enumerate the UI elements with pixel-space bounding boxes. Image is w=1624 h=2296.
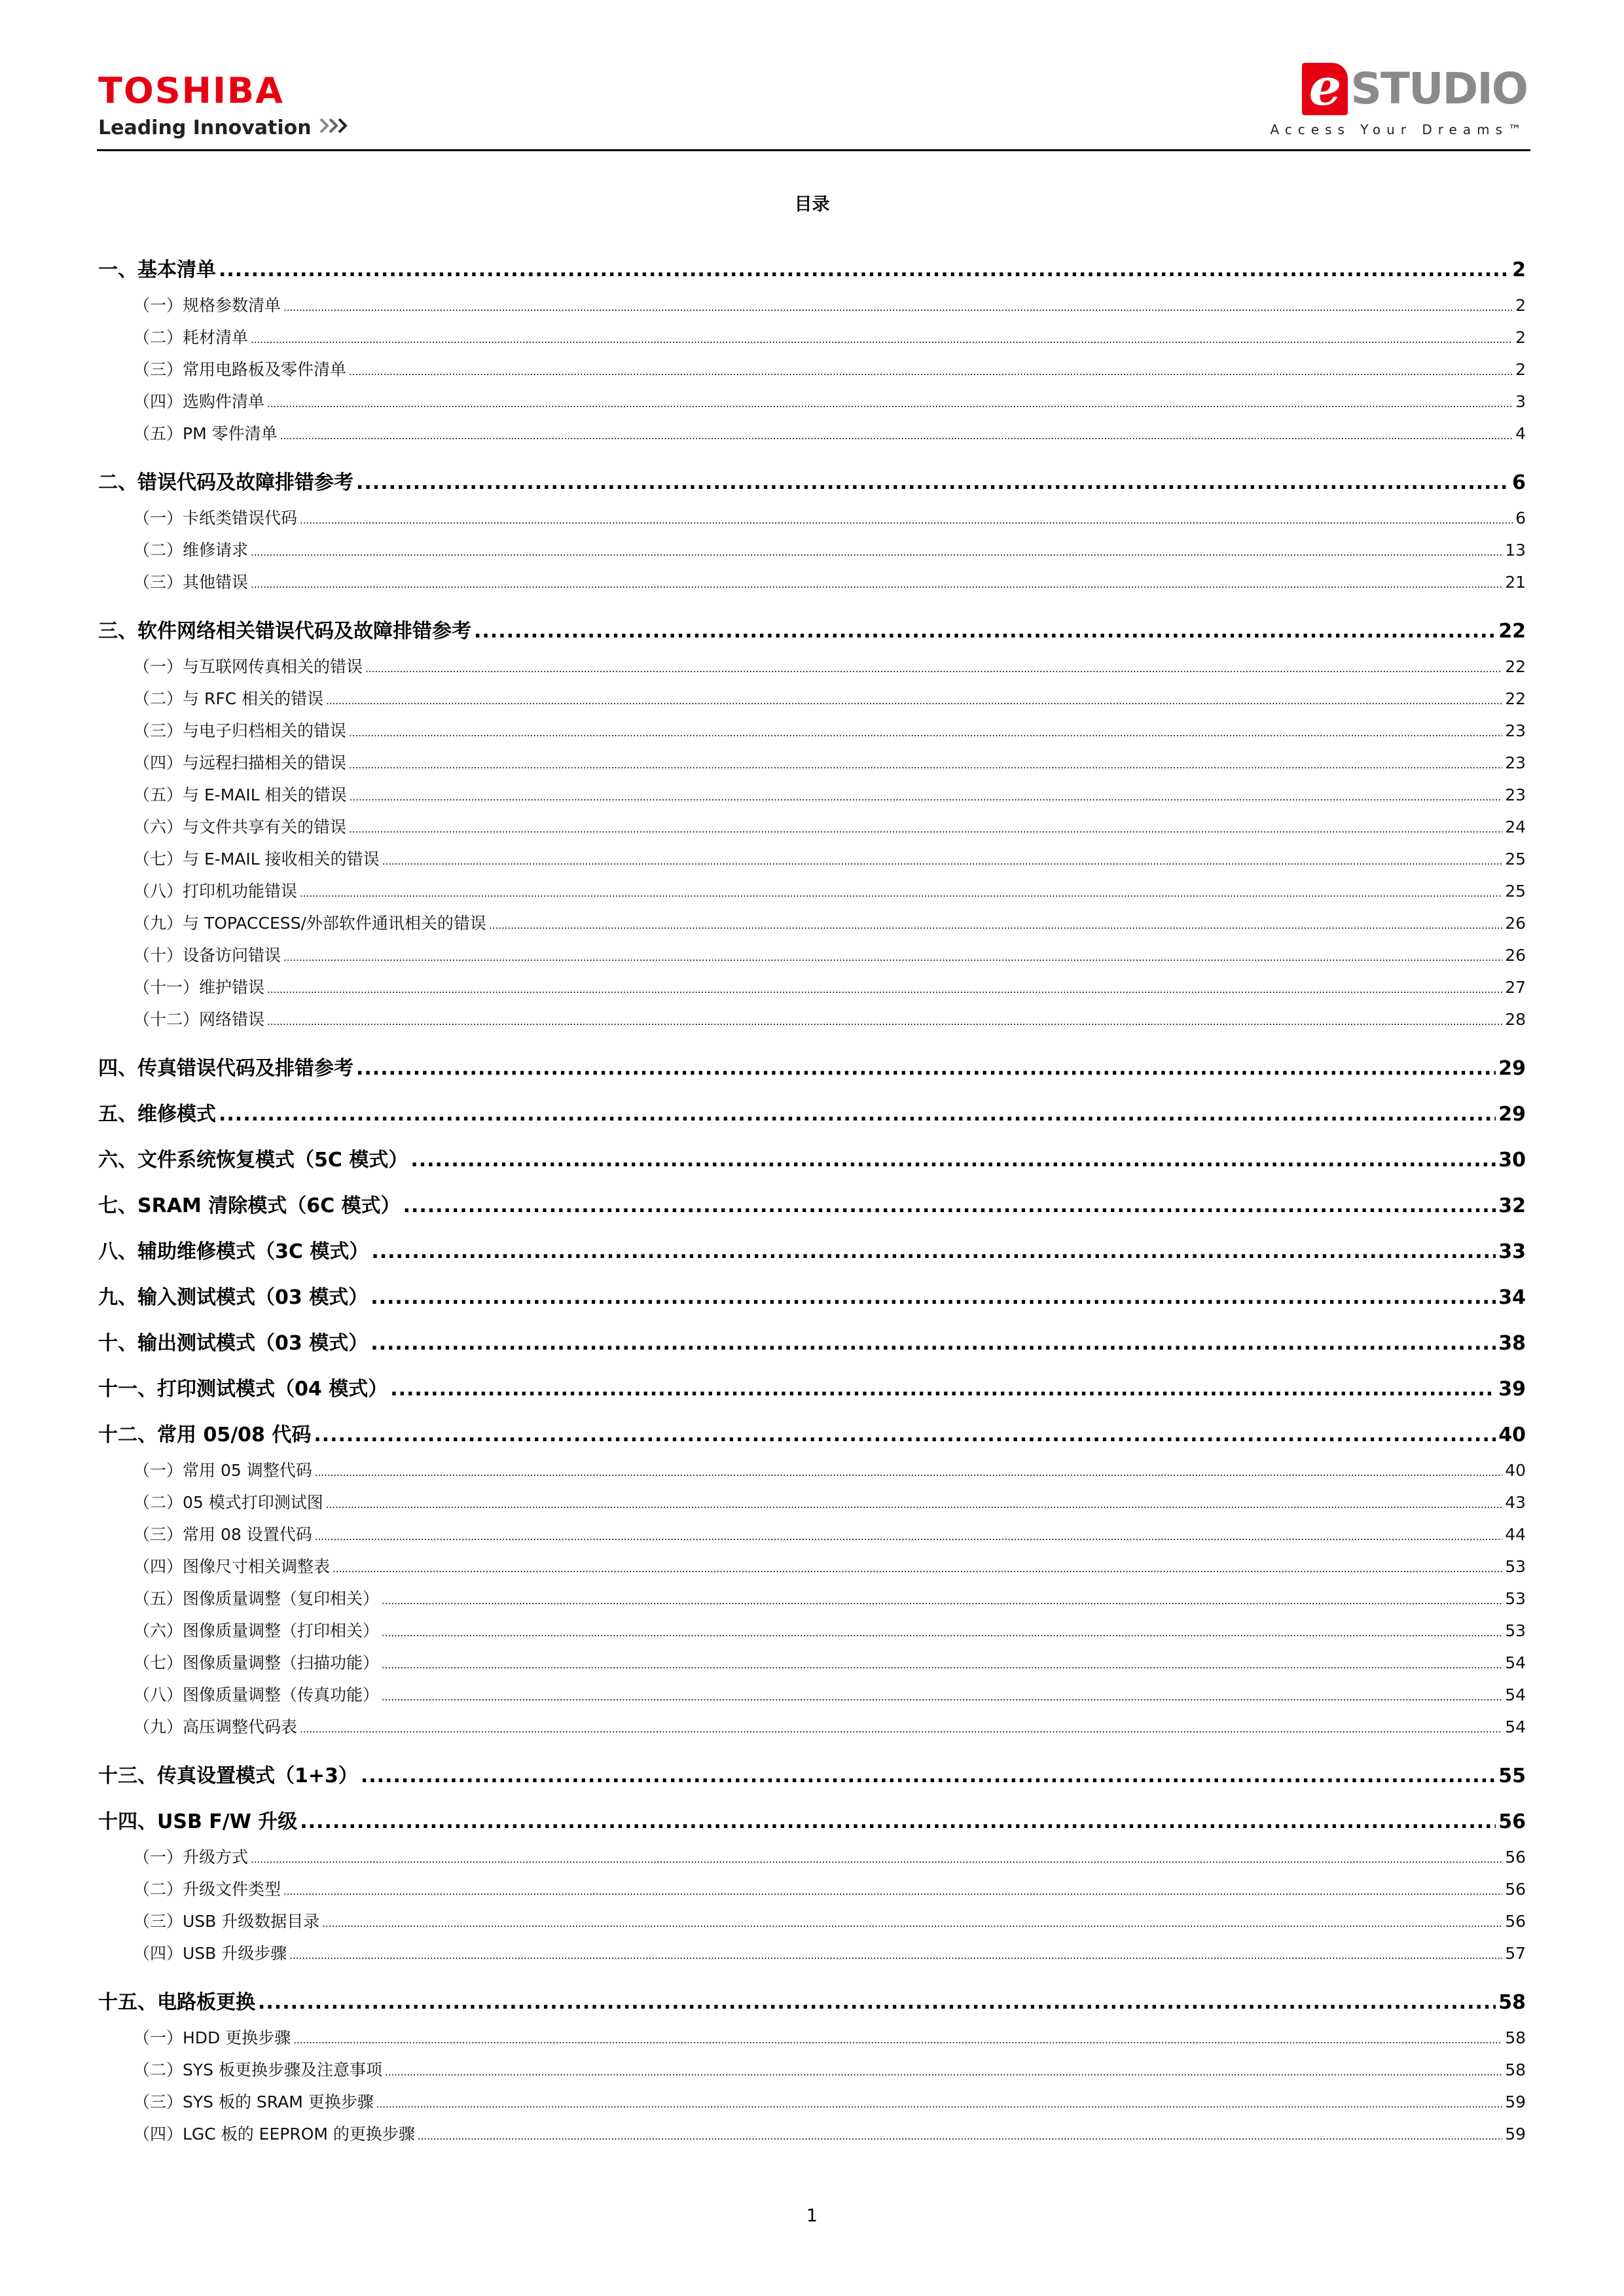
toc-section-entry[interactable] (98, 503, 1526, 535)
toc-entry-page: 39 (1498, 1378, 1526, 1401)
triple-chevron-icon (318, 117, 353, 139)
toc-dot-leader (251, 567, 1502, 600)
toc-chapter-entry[interactable] (98, 1422, 1526, 1449)
toc-section-entry[interactable] (98, 1712, 1526, 1744)
toc-entry-page: 26 (1505, 914, 1526, 933)
toc-chapter-entry[interactable] (98, 1284, 1526, 1312)
toc-section-entry[interactable] (98, 812, 1526, 844)
toc-entry-page: 29 (1498, 1103, 1526, 1126)
toc-section-entry[interactable] (98, 1488, 1526, 1520)
toc-entry-page: 38 (1498, 1332, 1526, 1355)
toc-entry-page: 53 (1505, 1589, 1526, 1608)
toc-section-entry[interactable] (98, 387, 1526, 419)
toc-section-entry[interactable] (98, 1680, 1526, 1712)
toc-section-entry[interactable] (98, 1939, 1526, 1971)
toc-section-entry[interactable] (98, 2023, 1526, 2055)
toc-entry-label: （七）图像质量调整（扫描功能） (134, 1653, 380, 1672)
toc-dot-leader (370, 1330, 1496, 1357)
toc-entry-page: 53 (1505, 1621, 1526, 1640)
toc-section-entry[interactable] (98, 1648, 1526, 1680)
toc-entry-label: （二）维修请求 (134, 541, 249, 560)
toc-dot-leader (251, 323, 1513, 355)
toc-entry-label: （一）升级方式 (134, 1848, 249, 1867)
toc-section-entry[interactable] (98, 844, 1526, 876)
toc-entry-label: （一）常用 05 调整代码 (134, 1461, 312, 1480)
toc-entry-label: （二）耗材清单 (134, 328, 249, 347)
toc-entry-page: 2 (1515, 296, 1526, 315)
toc-section-entry[interactable] (98, 1907, 1526, 1939)
toc-entry-page: 58 (1498, 1991, 1526, 2014)
toc-entry-label: 八、辅助维修模式（3C 模式） (98, 1240, 369, 1263)
toc-dot-leader (349, 716, 1502, 748)
toc-dot-leader (258, 1989, 1496, 2017)
toc-chapter-entry[interactable] (98, 1808, 1526, 1836)
toc-entry-label: （十）设备访问错误 (134, 946, 281, 965)
toc-entry-label: （九）与 TOPACCESS/外部软件通讯相关的错误 (134, 914, 486, 933)
toc-entry-label: （一）卡纸类错误代码 (134, 509, 298, 528)
toc-dot-leader (251, 1842, 1502, 1874)
toc-entry-page: 56 (1505, 1880, 1526, 1899)
toc-chapter-entry[interactable] (98, 1055, 1526, 1083)
toc-entry-label: （四）选购件清单 (134, 392, 265, 411)
toc-dot-leader (315, 1520, 1502, 1552)
toc-entry-label: （一）规格参数清单 (134, 296, 281, 315)
toc-dot-leader (403, 1193, 1496, 1220)
toc-dot-leader (300, 503, 1513, 535)
toc-dot-leader (251, 535, 1502, 567)
toc-chapter-entry[interactable] (98, 1238, 1526, 1266)
toc-entry-page: 56 (1505, 1912, 1526, 1931)
toc-dot-leader (376, 2087, 1502, 2119)
toc-dot-leader (289, 1939, 1502, 1971)
toc-dot-leader (365, 652, 1502, 684)
toc-entry-label: （三）其他错误 (134, 573, 249, 592)
header-rule (97, 149, 1530, 151)
toc-entry-page: 2 (1512, 259, 1526, 281)
toc-entry-label: （三）USB 升级数据目录 (134, 1912, 320, 1931)
toc-section-entry[interactable] (98, 684, 1526, 716)
toc-entry-label: 四、传真错误代码及排错参考 (98, 1057, 353, 1080)
toc-dot-leader (300, 876, 1502, 908)
toc-section-entry[interactable] (98, 780, 1526, 812)
toc-chapter-entry[interactable] (98, 1193, 1526, 1220)
toc-entry-page: 22 (1505, 657, 1526, 676)
toc-dot-leader (283, 291, 1513, 323)
toc-section-entry[interactable] (98, 941, 1526, 973)
toc-entry-label: （四）USB 升级步骤 (134, 1944, 287, 1963)
toc-dot-leader (382, 1616, 1502, 1648)
toc-entry-label: 一、基本清单 (98, 259, 216, 281)
toc-dot-leader (349, 812, 1502, 844)
toc-dot-leader (385, 2055, 1502, 2087)
toc-section-entry[interactable] (98, 748, 1526, 780)
toc-entry-label: （四）与远程扫描相关的错误 (134, 753, 347, 772)
toc-entry-label: 七、SRAM 清除模式（6C 模式） (98, 1194, 401, 1217)
toc-entry-label: 九、输入测试模式（03 模式） (98, 1286, 369, 1309)
toc-entry-label: （九）高压调整代码表 (134, 1717, 298, 1736)
estudio-wordmark: STUDIO (1350, 63, 1527, 114)
toc-dot-leader (267, 387, 1513, 419)
toc-section-entry[interactable] (98, 2055, 1526, 2087)
toc-section-entry[interactable] (98, 652, 1526, 684)
toc-entry-page: 33 (1498, 1240, 1526, 1263)
toc-entry-page: 27 (1505, 978, 1526, 997)
toc-entry-label: 二、错误代码及故障排错参考 (98, 471, 353, 494)
toc-section-entry[interactable] (98, 1005, 1526, 1037)
toc-entry-label: （三）常用 08 设置代码 (134, 1525, 312, 1544)
toc-dot-leader (356, 469, 1509, 497)
toc-chapter-entry[interactable] (98, 618, 1526, 645)
toc-entry-page: 54 (1505, 1653, 1526, 1672)
toc-dot-leader (219, 257, 1509, 284)
toc-entry-label: （三）SYS 板的 SRAM 更换步骤 (134, 2092, 374, 2111)
toc-dot-leader (349, 748, 1502, 780)
toc-section-entry[interactable] (98, 876, 1526, 908)
toc-section-entry[interactable] (98, 1874, 1526, 1907)
toc-entry-label: （三）与电子归档相关的错误 (134, 721, 347, 740)
toc-dot-leader (382, 844, 1503, 876)
toc-entry-label: （二）SYS 板更换步骤及注意事项 (134, 2060, 382, 2079)
toc-entry-page: 54 (1505, 1685, 1526, 1704)
toc-entry-page: 28 (1505, 1010, 1526, 1029)
toc-dot-leader (315, 1456, 1502, 1488)
toc-entry-label: （三）常用电路板及零件清单 (134, 360, 347, 379)
toc-entry-page: 43 (1505, 1493, 1526, 1512)
toc-section-entry[interactable] (98, 323, 1526, 355)
toc-entry-page: 40 (1505, 1461, 1526, 1480)
toc-section-entry[interactable] (98, 2119, 1526, 2151)
toc-dot-leader (293, 2023, 1502, 2055)
toc-entry-page: 26 (1505, 946, 1526, 965)
toc-entry-label: （六）图像质量调整（打印相关） (134, 1621, 380, 1640)
toc-entry-label: （五）与 E-MAIL 相关的错误 (134, 785, 347, 804)
toc-chapter-entry[interactable] (98, 1376, 1526, 1403)
toc-entry-page: 56 (1505, 1848, 1526, 1867)
toc-dot-leader (489, 908, 1502, 941)
toc-dot-leader (300, 1712, 1502, 1744)
brand-tagline (98, 117, 353, 139)
estudio-logo (1270, 58, 1527, 137)
toc-entry-page: 21 (1505, 573, 1526, 592)
toc-chapter-entry[interactable] (98, 469, 1526, 497)
toc-entry-label: （四）LGC 板的 EEPROM 的更换步骤 (134, 2125, 415, 2144)
toc-entry-page: 6 (1515, 509, 1526, 528)
toc-dot-leader (350, 780, 1503, 812)
toc-chapter-entry[interactable] (98, 1101, 1526, 1128)
page-number: 1 (806, 2206, 818, 2226)
toc-entry-page: 29 (1498, 1057, 1526, 1080)
toc-dot-leader (267, 1005, 1502, 1037)
toc-section-entry[interactable] (98, 1520, 1526, 1552)
toc-dot-leader (349, 355, 1513, 387)
toc-section-entry[interactable] (98, 1456, 1526, 1488)
toc-entry-label: （六）与文件共享有关的错误 (134, 817, 347, 836)
toc-chapter-entry[interactable] (98, 1763, 1526, 1790)
toc-entry-page: 22 (1498, 620, 1526, 643)
toc-section-entry[interactable] (98, 419, 1526, 451)
toc-entry-page: 24 (1505, 817, 1526, 836)
toc-dot-leader (283, 1874, 1502, 1907)
toc-entry-label: （十二）网络错误 (134, 1010, 265, 1029)
toc-entry-label: 十、输出测试模式（03 模式） (98, 1332, 369, 1355)
toc-dot-leader (283, 941, 1502, 973)
toc-entry-page: 3 (1515, 392, 1526, 411)
toc-entry-page: 34 (1498, 1286, 1526, 1309)
toc-entry-label: （七）与 E-MAIL 接收相关的错误 (134, 850, 380, 869)
toc-entry-page: 54 (1505, 1717, 1526, 1736)
toc-section-entry[interactable] (98, 291, 1526, 323)
toc-entry-page: 23 (1505, 785, 1526, 804)
toc-entry-label: （二）升级文件类型 (134, 1880, 281, 1899)
toc-entry-page: 55 (1498, 1765, 1526, 1787)
toc-section-entry[interactable] (98, 1552, 1526, 1584)
toc-dot-leader (326, 1488, 1502, 1520)
toc-entry-page: 44 (1505, 1525, 1526, 1544)
toc-dot-leader (418, 2119, 1502, 2151)
page-header (0, 0, 1624, 157)
toc-section-entry[interactable] (98, 1842, 1526, 1874)
toc-entry-page: 2 (1515, 328, 1526, 347)
page-title: 目录 (794, 194, 830, 215)
toc-entry-page: 25 (1505, 882, 1526, 901)
toc-dot-leader (314, 1422, 1496, 1449)
toc-entry-page: 58 (1505, 2028, 1526, 2047)
brand-name: TOSHIBA (98, 70, 284, 111)
tagline-text: Leading Innovation (98, 117, 312, 139)
toc-entry-label: （二）05 模式打印测试图 (134, 1493, 323, 1512)
toc-entry-label: （四）图像尺寸相关调整表 (134, 1557, 331, 1576)
toc-dot-leader (361, 1763, 1496, 1790)
estudio-e-mark: e (1302, 63, 1348, 115)
toc-entry-page: 57 (1505, 1944, 1526, 1963)
toc-chapter-entry[interactable] (98, 1147, 1526, 1174)
toc-dot-leader (326, 684, 1502, 716)
toc-entry-label: 十一、打印测试模式（04 模式） (98, 1378, 388, 1401)
toc-entry-page: 58 (1505, 2060, 1526, 2079)
toshiba-logo (98, 70, 353, 139)
toc-dot-leader (333, 1552, 1502, 1584)
toc-section-entry[interactable] (98, 2087, 1526, 2119)
toc-entry-page: 2 (1515, 360, 1526, 379)
toc-entry-page: 40 (1498, 1424, 1526, 1446)
toc-entry-label: 十五、电路板更换 (98, 1991, 255, 2014)
toc-dot-leader (382, 1648, 1502, 1680)
toc-chapter-entry[interactable] (98, 1330, 1526, 1357)
toc-chapter-entry[interactable] (98, 1989, 1526, 2017)
toc-entry-label: 五、维修模式 (98, 1103, 216, 1126)
toc-dot-leader (219, 1101, 1496, 1128)
toc-entry-label: 六、文件系统恢复模式（5C 模式） (98, 1149, 408, 1172)
toc-dot-leader (300, 1808, 1496, 1836)
toc-entry-page: 30 (1498, 1149, 1526, 1172)
estudio-slogan: Access Your Dreams™ (1270, 122, 1527, 137)
toc-entry-page: 6 (1512, 471, 1526, 494)
toc-entry-label: （八）图像质量调整（传真功能） (134, 1685, 380, 1704)
toc-entry-page: 22 (1505, 689, 1526, 708)
toc-entry-page: 53 (1505, 1557, 1526, 1576)
toc-dot-leader (371, 1238, 1496, 1266)
toc-dot-leader (370, 1284, 1496, 1312)
toc-entry-label: 十二、常用 05/08 代码 (98, 1424, 312, 1446)
toc-section-entry[interactable] (98, 535, 1526, 567)
toc-section-entry[interactable] (98, 1584, 1526, 1616)
toc-entry-label: 三、软件网络相关错误代码及故障排错参考 (98, 620, 471, 643)
toc-entry-label: （八）打印机功能错误 (134, 882, 298, 901)
toc-section-entry[interactable] (98, 908, 1526, 941)
toc-dot-leader (356, 1055, 1496, 1083)
toc-dot-leader (267, 973, 1502, 1005)
toc-dot-leader (322, 1907, 1502, 1939)
toc-section-entry[interactable] (98, 355, 1526, 387)
toc-entry-page: 59 (1505, 2092, 1526, 2111)
toc-dot-leader (280, 419, 1513, 451)
toc-entry-label: 十三、传真设置模式（1+3） (98, 1765, 358, 1787)
toc-section-entry[interactable] (98, 567, 1526, 600)
toc-entry-page: 56 (1498, 1810, 1526, 1833)
toc-entry-page: 13 (1505, 541, 1526, 560)
toc-entry-page: 23 (1505, 753, 1526, 772)
toc-entry-label: （二）与 RFC 相关的错误 (134, 689, 324, 708)
toc-entry-page: 4 (1515, 424, 1526, 443)
toc-entry-label: 十四、USB F/W 升级 (98, 1810, 298, 1833)
toc-section-entry[interactable] (98, 973, 1526, 1005)
toc-dot-leader (410, 1147, 1496, 1174)
toc-entry-page: 23 (1505, 721, 1526, 740)
toc-entry-label: （十一）维护错误 (134, 978, 265, 997)
table-of-contents (98, 257, 1526, 2151)
toc-entry-label: （五）PM 零件清单 (134, 424, 278, 443)
toc-entry-label: （一）HDD 更换步骤 (134, 2028, 291, 2047)
toc-entry-page: 59 (1505, 2125, 1526, 2144)
toc-dot-leader (474, 618, 1496, 645)
toc-section-entry[interactable] (98, 716, 1526, 748)
toc-section-entry[interactable] (98, 1616, 1526, 1648)
toc-entry-label: （一）与互联网传真相关的错误 (134, 657, 363, 676)
toc-entry-page: 32 (1498, 1194, 1526, 1217)
toc-entry-page: 25 (1505, 850, 1526, 869)
toc-dot-leader (382, 1584, 1502, 1616)
toc-dot-leader (390, 1376, 1496, 1403)
toc-dot-leader (382, 1680, 1502, 1712)
toc-entry-label: （五）图像质量调整（复印相关） (134, 1589, 380, 1608)
toc-chapter-entry[interactable] (98, 257, 1526, 284)
